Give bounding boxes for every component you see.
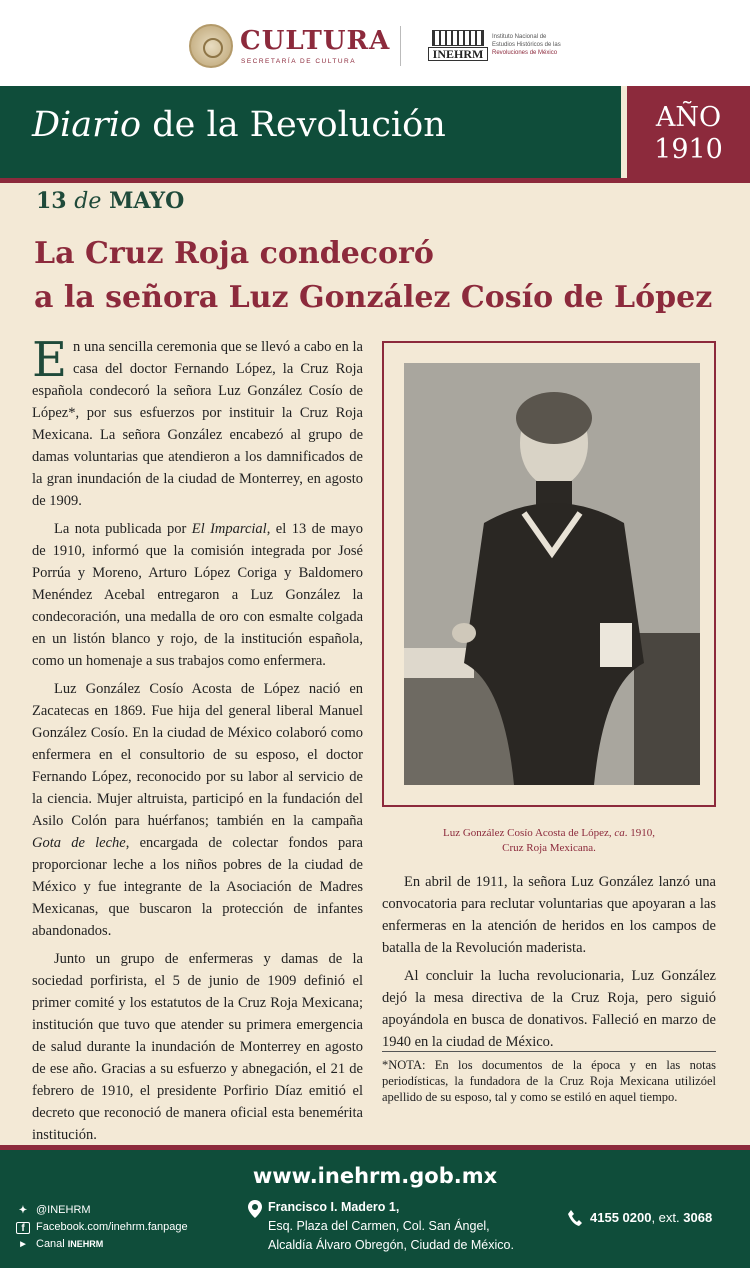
caption-text: . 1910, [624, 827, 655, 839]
building-icon [432, 30, 484, 46]
headline-line: a la señora Luz González Cosío de López [34, 280, 713, 315]
paragraph [32, 518, 363, 672]
drop-cap: E [32, 332, 68, 388]
youtube-link[interactable] [16, 1236, 188, 1253]
paragraph [32, 332, 363, 512]
inehrm-desc-line: Estudios Históricos de las [492, 42, 561, 48]
facebook-icon: f [16, 1222, 30, 1234]
twitter-handle: @INEHRM [36, 1204, 91, 1216]
date-day: 13 [36, 188, 67, 214]
location-pin-icon [248, 1200, 262, 1218]
address-line: Esq. Plaza del Carmen, Col. San Ángel, [268, 1219, 490, 1233]
title-italic: Diario [32, 105, 142, 145]
inehrm-wordmark: INEHRM [428, 47, 488, 61]
inehrm-description [492, 33, 572, 57]
twitter-icon: ✦ [18, 1204, 28, 1216]
footnote: *NOTA: En los documentos de la época y en las notas periodísticas, la fundadora de la Cruz Roja Mexicana utilizóel apellido de su esposo, tal y como se estiló en aquel tiempo. [382, 1058, 716, 1104]
inehrm-desc-line: Revoluciones de México [492, 50, 558, 56]
date-month: MAYO [109, 188, 185, 214]
paragraph-text: , el 13 de mayo de 1910, informó que la comisión integrada por José Porrúa y Moreno, Arturo López Coriga y Baldomero Menéndez Acebal entregaron a Luz González la condecoración, una medalla de oro con esmalte colgada en un listón blanco y rojo, de la institución española, como un homenaje a sus trabajos como enfermera. [32, 521, 363, 669]
inehrm-desc-line: Instituto Nacional de [492, 34, 547, 40]
facebook-link[interactable] [16, 1219, 188, 1236]
paragraph: En abril de 1911, la señora Luz González lanzó una convocatoria para reclutar voluntarias que apoyaran a las enfermeras en la atención de heridos en los campos de batalla de la Revolución maderista. [382, 874, 716, 956]
year-box [627, 86, 750, 178]
inehrm-logo [428, 30, 488, 62]
website-link[interactable]: www.inehrm.gob.mx [252, 1164, 498, 1188]
article-date [36, 188, 184, 214]
youtube-icon: ▶ [20, 1240, 26, 1248]
header-divider [0, 178, 750, 183]
photo-caption [382, 826, 716, 856]
photo-frame [382, 341, 716, 807]
twitter-link[interactable] [16, 1202, 188, 1219]
secretaria-label: SECRETARÍA DE CULTURA [241, 58, 357, 65]
portrait-illustration [404, 363, 700, 785]
year-label: AÑO [655, 102, 722, 133]
youtube-channel: INEHRM [67, 1239, 104, 1249]
phone-ext-label: , ext. [651, 1210, 684, 1225]
footer [0, 1150, 750, 1268]
article-headline [34, 232, 724, 320]
cultura-logo: CULTURA [240, 26, 391, 56]
mexico-seal-icon [189, 24, 233, 68]
address-street: Francisco I. Madero 1, [268, 1200, 400, 1214]
phone-icon [568, 1210, 582, 1226]
newspaper-name: El Imparcial [191, 521, 267, 537]
note-divider [382, 1051, 716, 1052]
page-title [32, 105, 446, 145]
paragraph-text: Luz González Cosío Acosta de López nació en Zacatecas en 1869. Fue hija del general liberal Manuel González Cosío. En la ciudad de México colaboró como enfermera en el consultorio de su esposo, el doctor Fernando López, reconocido por su labor al servicio de la ciencia. Mujer altruista, participó en la fundación del Asilo Colón para huérfanos; también en la campaña [32, 681, 363, 829]
youtube-label: Canal [36, 1238, 68, 1250]
logo-divider [400, 26, 401, 66]
headline-line: La Cruz Roja condecoró [34, 236, 434, 271]
paragraph [32, 678, 363, 942]
caption-ca: ca [614, 827, 625, 839]
title-rest: de la Revolución [141, 105, 446, 145]
address-line: Alcaldía Álvaro Obregón, Ciudad de México. [268, 1238, 514, 1252]
phone-number[interactable] [590, 1210, 712, 1225]
paragraph-text: n una sencilla ceremonia que se llevó a cabo en la casa del doctor Fernando López, la Cruz Roja española condecoró la señora Luz González Cosío de López*, por sus esfuerzos por instituir la Cruz Roja Mexicana. La señora González encabezó al grupo de damas voluntarias que atendieron a los damnificados de la gran inundación de la ciudad de Monterrey, en agosto de 1909. [32, 339, 363, 509]
caption-text: Cruz Roja Mexicana. [502, 842, 596, 854]
phone-ext: 3068 [683, 1210, 713, 1225]
article-column-right [382, 871, 716, 1059]
paragraph-text: , encargada de colectar fondos para proporcionar leche a los niños pobres de la ciudad de México y fue integrante de la Asociación de Madres Mexicanas, que buscaron la protección de infantes abandonados. [32, 835, 363, 939]
phone-main: 4155 0200 [590, 1210, 652, 1225]
caption-text: Luz González Cosío Acosta de López, [443, 827, 615, 839]
paragraph: Junto un grupo de enfermeras y damas de la sociedad porfirista, el 5 de junio de 1909 definió el primer comité y los estatutos de la Cruz Roja Mexicana; institución que tuvo que atender su primera emergencia de salud durante la inundación de Monterrey en agosto de ese año. Gracias a su esfuerzo y abnegación, el 21 de febrero de 1910, el presidente Porfirio Díaz emitió el decreto que reconoció de manera oficial esta benemérita institución. [32, 951, 363, 1143]
facebook-url: Facebook.com/inehrm.fanpage [36, 1221, 188, 1233]
paragraph-text: La nota publicada por [54, 521, 192, 537]
campaign-name: Gota de leche [32, 835, 126, 851]
top-logo-bar [0, 0, 750, 86]
year-value: 1910 [654, 134, 723, 165]
date-de: de [74, 189, 102, 214]
social-links [16, 1202, 188, 1253]
article-column-left [32, 332, 363, 1152]
address [268, 1198, 514, 1255]
portrait-photo [404, 363, 700, 785]
paragraph: Al concluir la lucha revolucionaria, Luz González dejó la mesa directiva de la Cruz Roja, pero siguió apoyándola en busca de donativos. Falleció en marzo de 1940 en la ciudad de México. [382, 968, 716, 1050]
